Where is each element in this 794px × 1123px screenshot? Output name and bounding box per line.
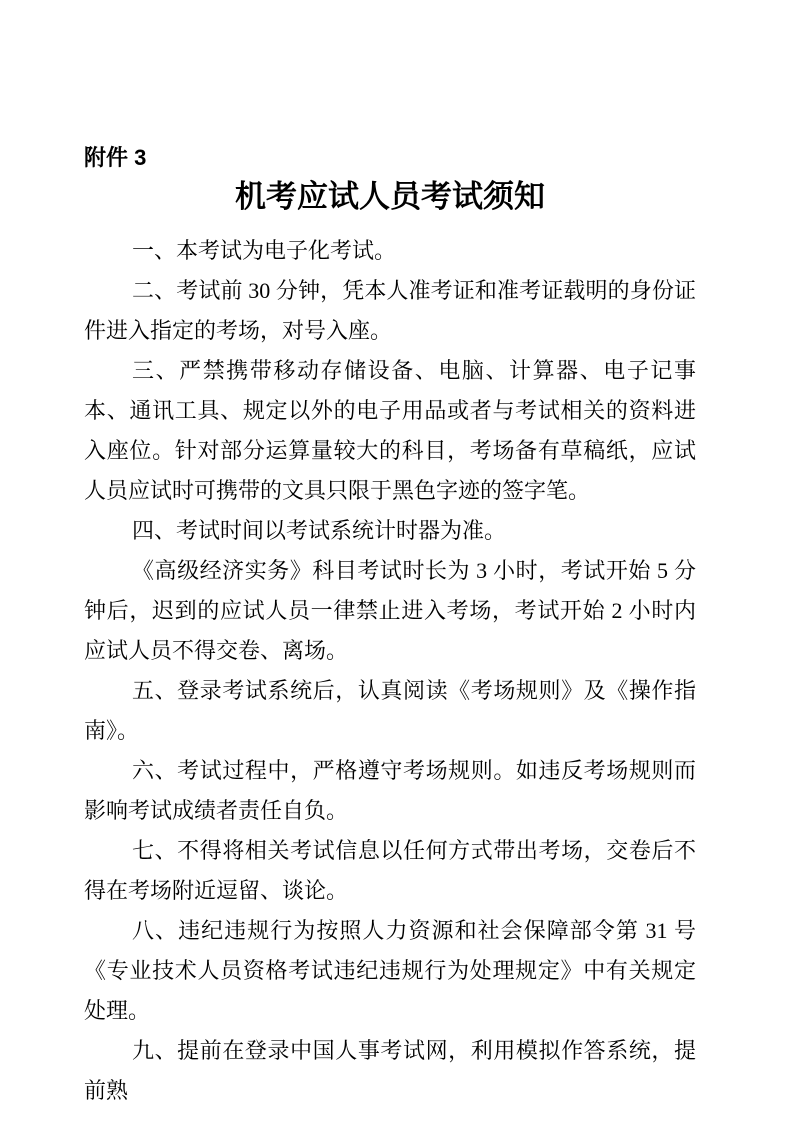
- paragraph: 《高级经济实务》科目考试时长为 3 小时，考试开始 5 分钟后，迟到的应试人员一律禁止进入考场，考试开始 2 小时内应试人员不得交卷、离场。: [84, 558, 696, 663]
- paragraph: 七、不得将相关考试信息以任何方式带出考场，交卷后不得在考场附近逗留、谈论。: [84, 838, 696, 903]
- paragraph: 五、登录考试系统后，认真阅读《考场规则》及《操作指南》。: [84, 678, 696, 743]
- attachment-label: 附件 3: [84, 145, 147, 170]
- paragraph: 四、考试时间以考试系统计时器为准。: [132, 518, 507, 543]
- paragraph: 一、本考试为电子化考试。: [132, 238, 397, 263]
- document-body: [84, 231, 696, 1111]
- paragraph: 六、考试过程中，严格遵守考场规则。如违反考场规则而影响考试成绩者责任自负。: [84, 758, 696, 823]
- paragraph: 二、考试前 30 分钟，凭本人准考证和准考证载明的身份证件进入指定的考场，对号入座。: [84, 278, 696, 343]
- document-content: [84, 143, 696, 1111]
- paragraph: 九、提前在登录中国人事考试网，利用模拟作答系统，提前熟: [84, 1038, 696, 1103]
- paragraph: 三、严禁携带移动存储设备、电脑、计算器、电子记事本、通讯工具、规定以外的电子用品或者与考试相关的资料进入座位。针对部分运算量较大的科目，考场备有草稿纸，应试人员应试时可携带的文具只限于黑色字迹的签字笔。: [84, 358, 696, 503]
- paragraph: 八、违纪违规行为按照人力资源和社会保障部令第 31 号《专业技术人员资格考试违纪违规行为处理规定》中有关规定处理。: [84, 918, 696, 1023]
- document-title: 机考应试人员考试须知: [235, 179, 545, 214]
